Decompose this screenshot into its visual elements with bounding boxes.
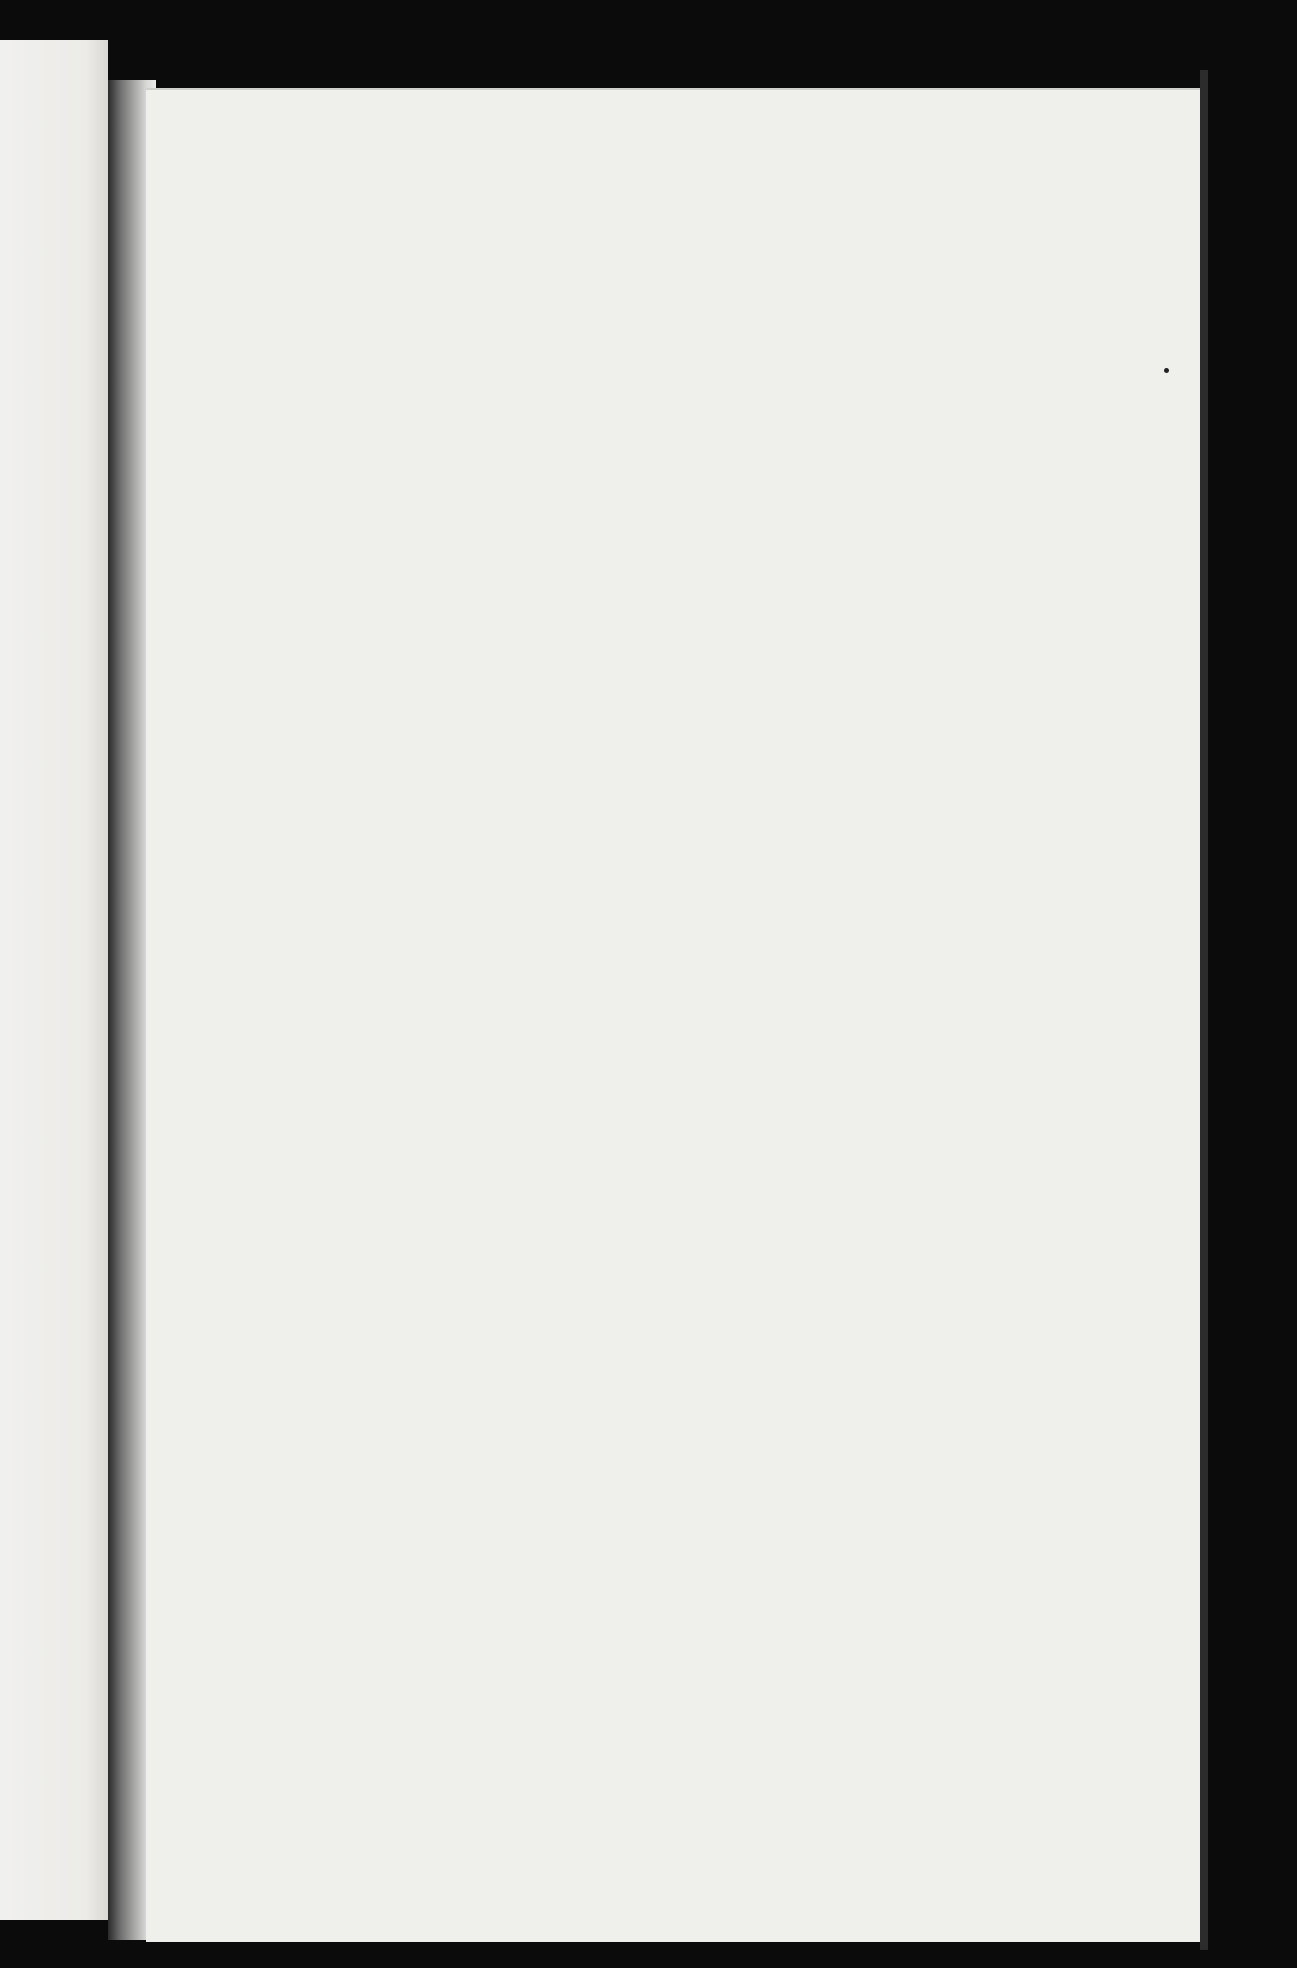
book-page [146, 88, 1202, 1942]
section-on-lesson [178, 1218, 202, 1249]
speck [1164, 368, 1169, 373]
section-on-text [178, 412, 202, 443]
page-edge [1200, 70, 1208, 1950]
facing-page [0, 40, 108, 1920]
